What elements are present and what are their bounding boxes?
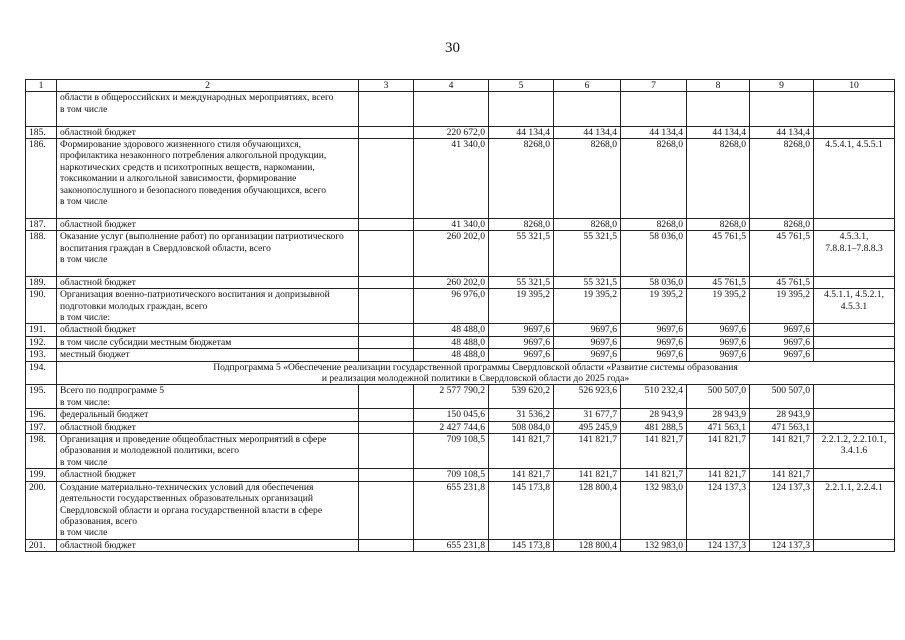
value-cell-col9: 124 137,3	[750, 481, 814, 539]
value-cell-col7: 19 395,2	[621, 289, 687, 324]
table-row	[26, 231, 895, 277]
column-3-cell	[359, 421, 414, 433]
row-number: 188.	[26, 231, 57, 277]
value-cell-col8: 9697,6	[687, 324, 750, 336]
reference-cell: 2.2.1.2, 2.2.10.1, 3.4.1.6	[814, 434, 895, 469]
table-row	[26, 289, 895, 324]
value-cell-col9: 141 821,7	[750, 469, 814, 481]
row-number: 197.	[26, 421, 57, 433]
value-cell-col8: 8268,0	[687, 139, 750, 219]
row-name: областной бюджет	[57, 421, 359, 433]
row-number: 187.	[26, 218, 57, 230]
value-cell-col5: 141 821,7	[489, 434, 554, 469]
table-row	[26, 218, 895, 230]
reference-cell	[814, 276, 895, 288]
value-cell-col4: 709 108,5	[414, 469, 489, 481]
value-cell-col5: 8268,0	[489, 139, 554, 219]
row-name: областной бюджет	[57, 539, 359, 551]
value-cell-col7: 9697,6	[621, 349, 687, 361]
row-number: 201.	[26, 539, 57, 551]
reference-cell: 4.5.4.1, 4.5.5.1	[814, 139, 895, 219]
value-cell-col9: 45 761,5	[750, 231, 814, 277]
column-3-cell	[359, 218, 414, 230]
value-cell-col5: 55 321,5	[489, 276, 554, 288]
row-name: Всего по подпрограмме 5 в том числе:	[57, 385, 359, 409]
value-cell-col9: 141 821,7	[750, 434, 814, 469]
column-header-8: 8	[687, 80, 750, 92]
value-cell-col8: 471 563,1	[687, 421, 750, 433]
value-cell-col9: 9697,6	[750, 324, 814, 336]
row-number: 191.	[26, 324, 57, 336]
row-number: 192.	[26, 336, 57, 348]
value-cell-col7: 141 821,7	[621, 469, 687, 481]
row-name: в том числе субсидии местным бюджетам	[57, 336, 359, 348]
reference-cell	[814, 469, 895, 481]
page-number: 30	[445, 40, 460, 56]
value-cell-col5: 55 321,5	[489, 231, 554, 277]
row-name: областной бюджет	[57, 126, 359, 138]
value-cell-col4: 48 488,0	[414, 349, 489, 361]
value-cell-col5: 141 821,7	[489, 469, 554, 481]
value-cell-col8: 9697,6	[687, 336, 750, 348]
column-header-5: 5	[489, 80, 554, 92]
value-cell-col7: 8268,0	[621, 139, 687, 219]
value-cell-col5: 19 395,2	[489, 289, 554, 324]
column-3-cell	[359, 469, 414, 481]
value-cell-col5: 508 084,0	[489, 421, 554, 433]
value-cell-col9: 8268,0	[750, 218, 814, 230]
table-row	[26, 409, 895, 421]
table-row	[26, 139, 895, 219]
column-3-cell	[359, 349, 414, 361]
table-row	[26, 539, 895, 551]
value-cell-col6	[554, 92, 621, 126]
value-cell-col7: 28 943,9	[621, 409, 687, 421]
reference-cell	[814, 336, 895, 348]
value-cell-col6: 9697,6	[554, 336, 621, 348]
value-cell-col4: 220 672,0	[414, 126, 489, 138]
value-cell-col4: 655 231,8	[414, 481, 489, 539]
reference-cell	[814, 349, 895, 361]
value-cell-col6: 19 395,2	[554, 289, 621, 324]
column-header-4: 4	[414, 80, 489, 92]
row-name: местный бюджет	[57, 349, 359, 361]
reference-cell	[814, 92, 895, 126]
value-cell-col7: 58 036,0	[621, 231, 687, 277]
row-number: 185.	[26, 126, 57, 138]
value-cell-col9: 471 563,1	[750, 421, 814, 433]
value-cell-col7	[621, 92, 687, 126]
value-cell-col4: 48 488,0	[414, 324, 489, 336]
column-3-cell	[359, 434, 414, 469]
value-cell-col7: 510 232,4	[621, 385, 687, 409]
table-row	[26, 336, 895, 348]
value-cell-col6: 128 800,4	[554, 539, 621, 551]
value-cell-col4: 96 976,0	[414, 289, 489, 324]
value-cell-col6: 55 321,5	[554, 231, 621, 277]
value-cell-col9: 9697,6	[750, 349, 814, 361]
value-cell-col8: 141 821,7	[687, 469, 750, 481]
column-3-cell	[359, 336, 414, 348]
table-row	[26, 361, 895, 385]
value-cell-col4: 260 202,0	[414, 276, 489, 288]
table-row	[26, 349, 895, 361]
row-number: 190.	[26, 289, 57, 324]
reference-cell	[814, 421, 895, 433]
value-cell-col8: 45 761,5	[687, 231, 750, 277]
row-number: 195.	[26, 385, 57, 409]
value-cell-col6: 44 134,4	[554, 126, 621, 138]
value-cell-col6: 8268,0	[554, 218, 621, 230]
value-cell-col5: 8268,0	[489, 218, 554, 230]
table-row	[26, 276, 895, 288]
subprogram-title: Подпрограмма 5 «Обеспечение реализации государственной программы Свердловской области «Развитие системы образования и реализация молодежной политики в Свердловской области до 2025 года»	[57, 361, 895, 385]
value-cell-col8: 500 507,0	[687, 385, 750, 409]
value-cell-col8: 19 395,2	[687, 289, 750, 324]
value-cell-col6: 526 923,6	[554, 385, 621, 409]
value-cell-col8: 124 137,3	[687, 481, 750, 539]
value-cell-col7: 132 983,0	[621, 481, 687, 539]
column-3-cell	[359, 126, 414, 138]
value-cell-col8: 44 134,4	[687, 126, 750, 138]
row-name: области в общероссийских и международных мероприятиях, всего в том числе	[57, 92, 359, 126]
row-number: 196.	[26, 409, 57, 421]
row-name: областной бюджет	[57, 276, 359, 288]
value-cell-col8: 28 943,9	[687, 409, 750, 421]
value-cell-col9: 45 761,5	[750, 276, 814, 288]
value-cell-col9: 9697,6	[750, 336, 814, 348]
value-cell-col6: 9697,6	[554, 349, 621, 361]
column-3-cell	[359, 289, 414, 324]
value-cell-col7: 9697,6	[621, 324, 687, 336]
value-cell-col4	[414, 92, 489, 126]
value-cell-col5: 9697,6	[489, 324, 554, 336]
table-row	[26, 385, 895, 409]
column-3-cell	[359, 324, 414, 336]
value-cell-col9: 500 507,0	[750, 385, 814, 409]
column-3-cell	[359, 385, 414, 409]
reference-cell	[814, 385, 895, 409]
row-number: 186.	[26, 139, 57, 219]
value-cell-col7: 9697,6	[621, 336, 687, 348]
value-cell-col9: 124 137,3	[750, 539, 814, 551]
value-cell-col8: 8268,0	[687, 218, 750, 230]
value-cell-col8: 124 137,3	[687, 539, 750, 551]
value-cell-col7: 481 288,5	[621, 421, 687, 433]
row-name: федеральный бюджет	[57, 409, 359, 421]
value-cell-col5: 145 173,8	[489, 539, 554, 551]
table-header-row	[26, 80, 895, 92]
value-cell-col5: 9697,6	[489, 349, 554, 361]
table-row	[26, 469, 895, 481]
table-row	[26, 421, 895, 433]
row-name: Организация военно-патриотического воспитания и допризывной подготовки молодых граждан, всего в том числе:	[57, 289, 359, 324]
value-cell-col4: 709 108,5	[414, 434, 489, 469]
value-cell-col5: 145 173,8	[489, 481, 554, 539]
row-number: 199.	[26, 469, 57, 481]
column-3-cell	[359, 276, 414, 288]
value-cell-col5: 539 620,2	[489, 385, 554, 409]
value-cell-col5	[489, 92, 554, 126]
column-header-7: 7	[621, 80, 687, 92]
row-number: 194.	[26, 361, 57, 385]
column-3-cell	[359, 481, 414, 539]
value-cell-col4: 2 577 790,2	[414, 385, 489, 409]
column-header-9: 9	[750, 80, 814, 92]
column-header-1: 1	[26, 80, 57, 92]
value-cell-col6: 8268,0	[554, 139, 621, 219]
value-cell-col8: 9697,6	[687, 349, 750, 361]
budget-table	[25, 79, 895, 552]
row-number	[26, 92, 57, 126]
column-3-cell	[359, 409, 414, 421]
value-cell-col4: 48 488,0	[414, 336, 489, 348]
row-name: Создание материально-технических условий для обеспечения деятельности государственных образовательных организаций Свердловской области и органа государственной власти в сфере образования, всего в том числе	[57, 481, 359, 539]
value-cell-col6: 31 677,7	[554, 409, 621, 421]
row-name: Оказание услуг (выполнение работ) по организации патриотического воспитания граждан в Свердловской области, всего в том числе	[57, 231, 359, 277]
reference-cell: 4.5.3.1, 7.8.8.1–7.8.8.3	[814, 231, 895, 277]
row-number: 200.	[26, 481, 57, 539]
row-name: Формирование здорового жизненного стиля обучающихся, профилактика незаконного потребления алкогольной продукции, наркотических средств и психотропных веществ, наркомании, токсикомании и алкогольной зависимости, формирование законопослушного и безопасного поведения обучающихся, всего в том числе	[57, 139, 359, 219]
column-3-cell	[359, 92, 414, 126]
reference-cell	[814, 324, 895, 336]
value-cell-col7: 132 983,0	[621, 539, 687, 551]
reference-cell: 2.2.1.1, 2.2.4.1	[814, 481, 895, 539]
column-3-cell	[359, 139, 414, 219]
row-number: 193.	[26, 349, 57, 361]
value-cell-col4: 150 045,6	[414, 409, 489, 421]
row-number: 198.	[26, 434, 57, 469]
value-cell-col6: 128 800,4	[554, 481, 621, 539]
value-cell-col5: 9697,6	[489, 336, 554, 348]
table-row	[26, 126, 895, 138]
value-cell-col6: 141 821,7	[554, 469, 621, 481]
value-cell-col9: 28 943,9	[750, 409, 814, 421]
column-header-6: 6	[554, 80, 621, 92]
value-cell-col8: 141 821,7	[687, 434, 750, 469]
table-row	[26, 481, 895, 539]
column-3-cell	[359, 539, 414, 551]
row-name: Организация и проведение общеобластных мероприятий в сфере образования и молодежной политики, всего в том числе	[57, 434, 359, 469]
reference-cell	[814, 539, 895, 551]
reference-cell: 4.5.1.1, 4.5.2.1, 4.5.3.1	[814, 289, 895, 324]
value-cell-col6: 141 821,7	[554, 434, 621, 469]
value-cell-col5: 44 134,4	[489, 126, 554, 138]
reference-cell	[814, 126, 895, 138]
row-name: областной бюджет	[57, 469, 359, 481]
value-cell-col4: 41 340,0	[414, 218, 489, 230]
value-cell-col9	[750, 92, 814, 126]
value-cell-col9: 8268,0	[750, 139, 814, 219]
value-cell-col9: 19 395,2	[750, 289, 814, 324]
value-cell-col6: 495 245,9	[554, 421, 621, 433]
value-cell-col8: 45 761,5	[687, 276, 750, 288]
reference-cell	[814, 218, 895, 230]
table-row	[26, 434, 895, 469]
column-header-10: 10	[814, 80, 895, 92]
value-cell-col4: 260 202,0	[414, 231, 489, 277]
value-cell-col7: 141 821,7	[621, 434, 687, 469]
value-cell-col5: 31 536,2	[489, 409, 554, 421]
table-row	[26, 324, 895, 336]
value-cell-col4: 2 427 744,6	[414, 421, 489, 433]
value-cell-col7: 58 036,0	[621, 276, 687, 288]
column-header-3: 3	[359, 80, 414, 92]
value-cell-col6: 9697,6	[554, 324, 621, 336]
row-number: 189.	[26, 276, 57, 288]
value-cell-col8	[687, 92, 750, 126]
value-cell-col7: 8268,0	[621, 218, 687, 230]
row-name: областной бюджет	[57, 218, 359, 230]
value-cell-col7: 44 134,4	[621, 126, 687, 138]
column-3-cell	[359, 231, 414, 277]
table-row	[26, 92, 895, 126]
value-cell-col9: 44 134,4	[750, 126, 814, 138]
row-name: областной бюджет	[57, 324, 359, 336]
reference-cell	[814, 409, 895, 421]
value-cell-col4: 41 340,0	[414, 139, 489, 219]
column-header-2: 2	[57, 80, 359, 92]
value-cell-col4: 655 231,8	[414, 539, 489, 551]
value-cell-col6: 55 321,5	[554, 276, 621, 288]
